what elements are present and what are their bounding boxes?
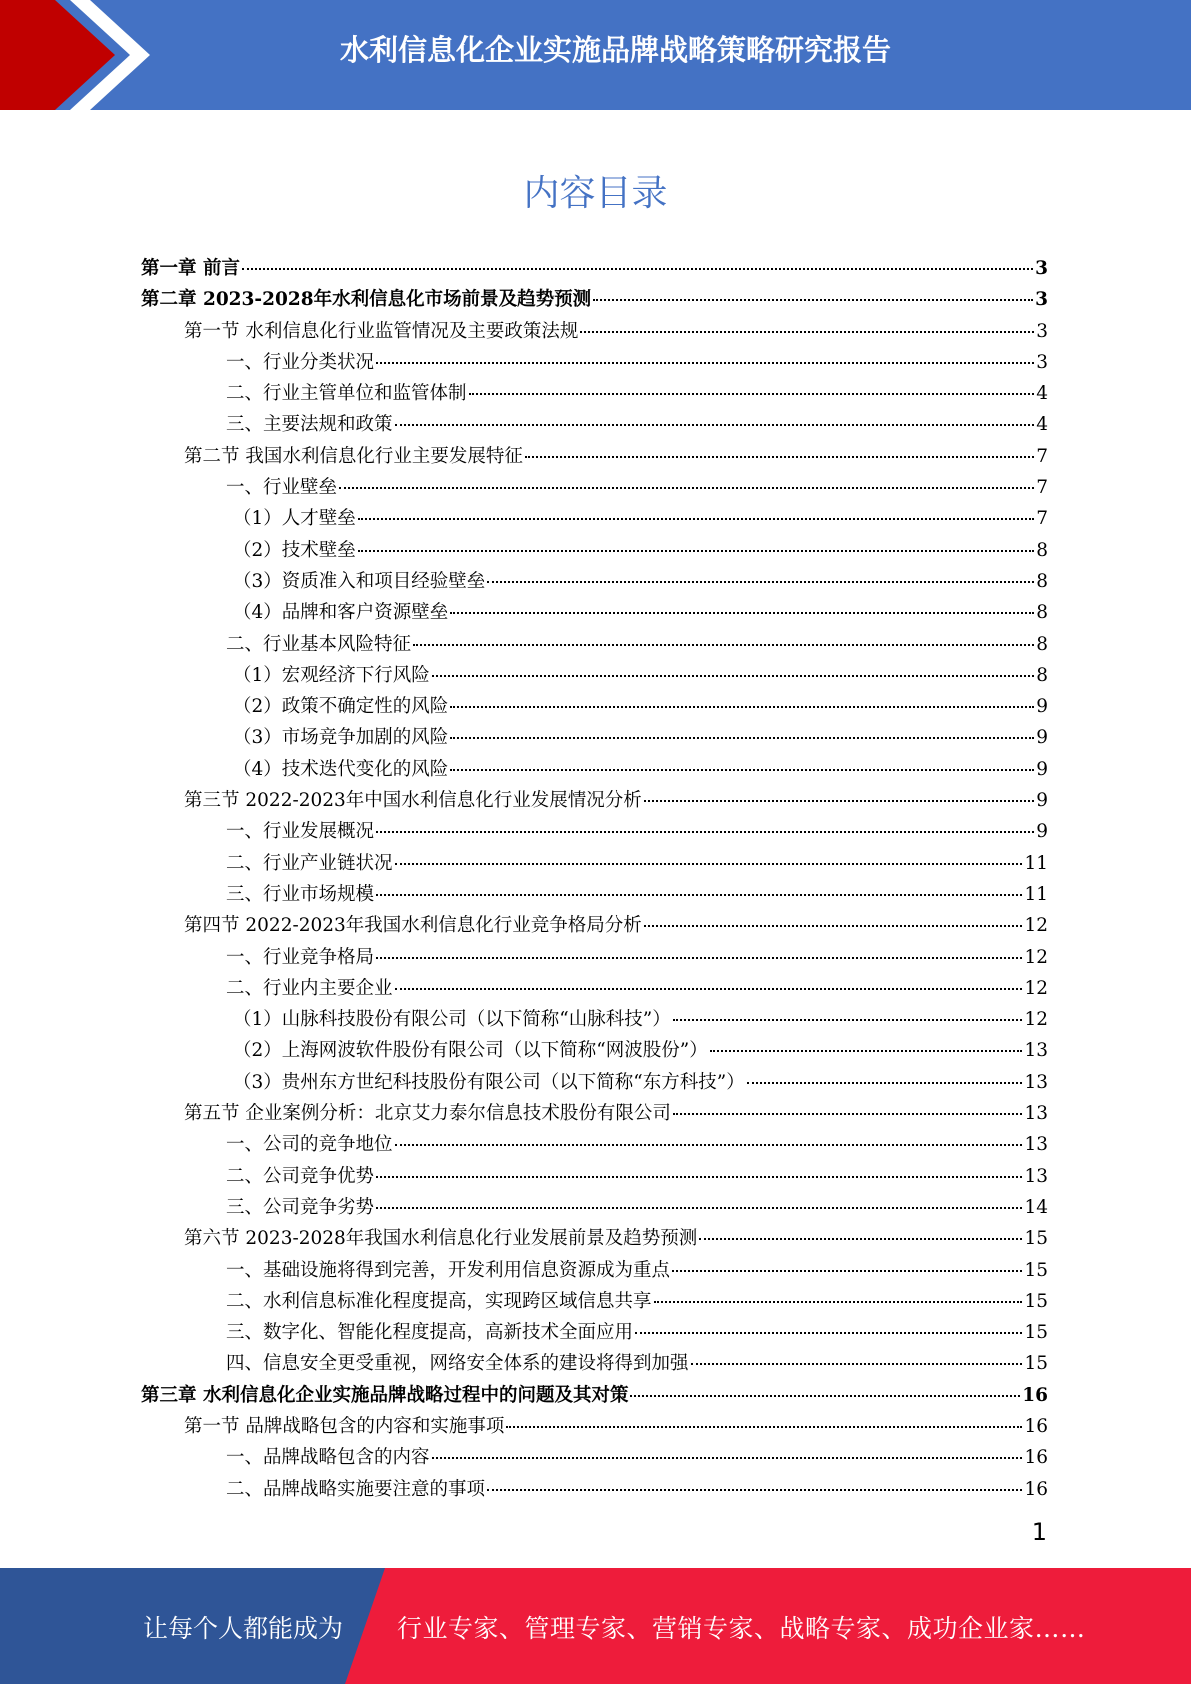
toc-entry[interactable] bbox=[141, 849, 1048, 880]
toc-entry-title: （4）技术迭代变化的风险 bbox=[233, 758, 449, 780]
toc-entry[interactable] bbox=[141, 254, 1048, 285]
toc-entry[interactable] bbox=[141, 974, 1048, 1005]
toc-dot-leader bbox=[593, 299, 1033, 301]
toc-entry[interactable] bbox=[141, 943, 1048, 974]
toc-entry-page: 8 bbox=[1036, 539, 1048, 561]
toc-entry-page: 4 bbox=[1036, 383, 1048, 405]
toc-dot-leader bbox=[487, 1489, 1022, 1491]
toc-entry[interactable] bbox=[141, 1443, 1048, 1474]
toc-entry-title: 二、行业主管单位和监管体制 bbox=[226, 383, 467, 405]
toc-entry[interactable] bbox=[141, 692, 1048, 723]
toc-entry-page: 4 bbox=[1036, 414, 1048, 436]
toc-entry-title: 第一章 前言 bbox=[141, 258, 240, 279]
toc-dot-leader bbox=[580, 331, 1034, 333]
toc-entry-title: （1）人才壁垒 bbox=[233, 508, 356, 530]
toc-entry-page: 8 bbox=[1036, 664, 1048, 686]
toc-entry[interactable] bbox=[141, 473, 1048, 504]
toc-entry-title: 一、基础设施将得到完善，开发利用信息资源成为重点 bbox=[226, 1259, 671, 1281]
toc-entry-page: 16 bbox=[1024, 1478, 1048, 1500]
toc-entry-page: 3 bbox=[1036, 351, 1048, 373]
toc-entry-title: 一、公司的竞争地位 bbox=[226, 1134, 393, 1156]
toc-dot-leader bbox=[432, 675, 1034, 677]
toc-dot-leader bbox=[506, 1426, 1022, 1428]
toc-entry-page: 8 bbox=[1036, 602, 1048, 624]
toc-entry-page: 13 bbox=[1024, 1040, 1048, 1062]
toc-entry[interactable] bbox=[141, 1193, 1048, 1224]
footer-band bbox=[0, 1568, 1191, 1684]
toc-entry-title: 第三节 2022-2023年中国水利信息化行业发展情况分析 bbox=[184, 790, 642, 812]
toc-entry-page: 9 bbox=[1036, 790, 1048, 812]
toc-entry-page: 12 bbox=[1024, 1009, 1048, 1031]
toc-entry-title: （3）资质准入和项目经验壁垒 bbox=[233, 570, 486, 592]
page-number: 1 bbox=[1031, 1518, 1047, 1546]
toc-dot-leader bbox=[395, 988, 1023, 990]
toc-entry-title: 三、公司竞争劣势 bbox=[226, 1196, 375, 1218]
toc-dot-leader bbox=[432, 1457, 1023, 1459]
toc-entry[interactable] bbox=[141, 598, 1048, 629]
footer-slogan-right: 行业专家、管理专家、营销专家、战略专家、成功企业家…… bbox=[397, 1614, 1086, 1643]
toc-dot-leader bbox=[487, 581, 1034, 583]
footer-slogan-left: 让每个人都能成为 bbox=[143, 1614, 344, 1643]
toc-entry-title: 第五节 企业案例分析：北京艾力泰尔信息技术股份有限公司 bbox=[184, 1103, 671, 1125]
toc-entry-page: 3 bbox=[1036, 320, 1048, 342]
toc-entry-page: 3 bbox=[1035, 258, 1048, 279]
toc-dot-leader bbox=[644, 800, 1034, 802]
toc-entry[interactable] bbox=[141, 442, 1048, 473]
toc-entry-title: 二、水利信息标准化程度提高，实现跨区域信息共享 bbox=[226, 1290, 652, 1312]
toc-entry[interactable] bbox=[141, 880, 1048, 911]
toc-entry[interactable] bbox=[141, 723, 1048, 754]
toc-entry[interactable] bbox=[141, 567, 1048, 598]
toc-entry-page: 7 bbox=[1036, 508, 1048, 530]
toc-heading: 内容目录 bbox=[523, 173, 668, 214]
toc-entry-page: 9 bbox=[1036, 758, 1048, 780]
toc-entry-title: 三、主要法规和政策 bbox=[226, 414, 393, 436]
toc-entry-page: 13 bbox=[1024, 1134, 1048, 1156]
toc-dot-leader bbox=[672, 1270, 1022, 1272]
toc-entry-page: 15 bbox=[1024, 1322, 1048, 1344]
report-title: 水利信息化企业实施品牌战略策略研究报告 bbox=[339, 33, 891, 67]
toc-entry-page: 13 bbox=[1024, 1103, 1048, 1125]
toc-entry-title: 一、行业壁垒 bbox=[226, 477, 338, 499]
toc-entry[interactable] bbox=[141, 285, 1048, 316]
toc-dot-leader bbox=[395, 424, 1035, 426]
toc-dot-leader bbox=[630, 1395, 1020, 1397]
toc-entry-title: 二、行业内主要企业 bbox=[226, 977, 393, 999]
toc-entry-title: 三、数字化、智能化程度提高，高新技术全面应用 bbox=[226, 1322, 634, 1344]
toc-entry-title: 二、行业基本风险特征 bbox=[226, 633, 412, 655]
toc-dot-leader bbox=[339, 487, 1034, 489]
toc-entry[interactable] bbox=[141, 1349, 1048, 1380]
toc-entry-title: （2）上海网波软件股份有限公司（以下简称“网波股份”） bbox=[233, 1040, 708, 1062]
toc-entry-title: 三、行业市场规模 bbox=[226, 883, 375, 905]
toc-entry-title: 一、行业分类状况 bbox=[226, 351, 375, 373]
toc-entry[interactable] bbox=[141, 410, 1048, 441]
table-of-contents bbox=[141, 254, 1048, 1506]
header-band bbox=[0, 0, 1191, 110]
toc-dot-leader bbox=[376, 1207, 1022, 1209]
toc-entry[interactable] bbox=[141, 536, 1048, 567]
toc-dot-leader bbox=[376, 831, 1034, 833]
toc-entry-page: 12 bbox=[1024, 915, 1048, 937]
toc-entry-page: 15 bbox=[1024, 1259, 1048, 1281]
toc-dot-leader bbox=[747, 1082, 1023, 1084]
toc-entry-title: 一、行业竞争格局 bbox=[226, 946, 375, 968]
toc-entry-title: （2）政策不确定性的风险 bbox=[233, 696, 449, 718]
toc-entry-page: 7 bbox=[1036, 477, 1048, 499]
toc-entry-title: 二、公司竞争优势 bbox=[226, 1165, 375, 1187]
toc-entry[interactable] bbox=[141, 1130, 1048, 1161]
toc-dot-leader bbox=[699, 1238, 1022, 1240]
toc-entry-page: 14 bbox=[1024, 1196, 1048, 1218]
toc-entry-page: 15 bbox=[1024, 1228, 1048, 1250]
toc-dot-leader bbox=[376, 1176, 1022, 1178]
toc-entry[interactable] bbox=[141, 379, 1048, 410]
toc-dot-leader bbox=[635, 1332, 1022, 1334]
toc-dot-leader bbox=[710, 1050, 1023, 1052]
toc-dot-leader bbox=[358, 550, 1034, 552]
toc-entry-title: （1）山脉科技股份有限公司（以下简称“山脉科技”） bbox=[233, 1009, 671, 1031]
toc-entry-page: 13 bbox=[1024, 1071, 1048, 1093]
toc-dot-leader bbox=[450, 612, 1034, 614]
toc-dot-leader bbox=[450, 706, 1034, 708]
toc-entry[interactable] bbox=[141, 317, 1048, 348]
toc-dot-leader bbox=[450, 769, 1034, 771]
toc-entry[interactable] bbox=[141, 504, 1048, 535]
toc-dot-leader bbox=[450, 737, 1034, 739]
toc-entry-title: 第二章 2023-2028年水利信息化市场前景及趋势预测 bbox=[141, 289, 592, 311]
toc-entry-page: 16 bbox=[1022, 1384, 1048, 1406]
toc-entry-page: 9 bbox=[1036, 821, 1048, 843]
toc-dot-leader bbox=[395, 863, 1023, 865]
toc-dot-leader bbox=[673, 1019, 1023, 1021]
toc-dot-leader bbox=[469, 393, 1035, 395]
toc-entry-title: （1）宏观经济下行风险 bbox=[233, 664, 430, 686]
toc-entry-title: 第三章 水利信息化企业实施品牌战略过程中的问题及其对策 bbox=[141, 1384, 629, 1406]
toc-entry-title: 第四节 2022-2023年我国水利信息化行业竞争格局分析 bbox=[184, 915, 642, 937]
toc-entry[interactable] bbox=[141, 1005, 1048, 1036]
toc-entry-page: 3 bbox=[1035, 289, 1048, 311]
toc-dot-leader bbox=[358, 518, 1034, 520]
toc-entry-page: 16 bbox=[1024, 1447, 1048, 1469]
toc-entry-page: 16 bbox=[1024, 1415, 1048, 1437]
toc-entry-title: 第一节 品牌战略包含的内容和实施事项 bbox=[184, 1415, 505, 1437]
toc-entry-title: （3）市场竞争加剧的风险 bbox=[233, 727, 449, 749]
toc-entry-page: 11 bbox=[1024, 883, 1048, 905]
toc-entry[interactable] bbox=[141, 1224, 1048, 1255]
toc-entry-title: 二、品牌战略实施要注意的事项 bbox=[226, 1478, 486, 1500]
toc-dot-leader bbox=[691, 1363, 1023, 1365]
toc-entry-page: 15 bbox=[1024, 1290, 1048, 1312]
toc-dot-leader bbox=[376, 362, 1034, 364]
toc-entry-page: 8 bbox=[1036, 570, 1048, 592]
toc-dot-leader bbox=[525, 456, 1034, 458]
toc-dot-leader bbox=[376, 957, 1022, 959]
toc-entry-title: （3）贵州东方世纪科技股份有限公司（以下简称“东方科技”） bbox=[233, 1071, 745, 1093]
toc-entry-title: 第一节 水利信息化行业监管情况及主要政策法规 bbox=[184, 320, 579, 342]
toc-entry-page: 9 bbox=[1036, 727, 1048, 749]
toc-entry[interactable] bbox=[141, 1256, 1048, 1287]
toc-dot-leader bbox=[413, 644, 1034, 646]
toc-entry-title: 一、行业发展概况 bbox=[226, 821, 375, 843]
toc-entry[interactable] bbox=[141, 1099, 1048, 1130]
toc-dot-leader bbox=[673, 1113, 1023, 1115]
toc-entry[interactable] bbox=[141, 1381, 1048, 1412]
toc-entry[interactable] bbox=[141, 630, 1048, 661]
toc-entry-page: 7 bbox=[1036, 445, 1048, 467]
toc-entry[interactable] bbox=[141, 755, 1048, 786]
toc-entry-title: 一、品牌战略包含的内容 bbox=[226, 1447, 430, 1469]
toc-dot-leader bbox=[242, 268, 1033, 270]
toc-entry[interactable] bbox=[141, 1287, 1048, 1318]
toc-entry-title: 二、行业产业链状况 bbox=[226, 852, 393, 874]
toc-entry-page: 13 bbox=[1024, 1165, 1048, 1187]
toc-entry-page: 9 bbox=[1036, 696, 1048, 718]
toc-entry-page: 11 bbox=[1024, 852, 1048, 874]
toc-entry-title: 四、信息安全更受重视，网络安全体系的建设将得到加强 bbox=[226, 1353, 689, 1375]
toc-dot-leader bbox=[376, 894, 1022, 896]
toc-entry-title: 第二节 我国水利信息化行业主要发展特征 bbox=[184, 445, 523, 467]
toc-entry[interactable] bbox=[141, 1318, 1048, 1349]
toc-entry[interactable] bbox=[141, 1475, 1048, 1506]
toc-entry[interactable] bbox=[141, 1412, 1048, 1443]
toc-dot-leader bbox=[644, 925, 1023, 927]
toc-entry-page: 8 bbox=[1036, 633, 1048, 655]
toc-entry-title: 第六节 2023-2028年我国水利信息化行业发展前景及趋势预测 bbox=[184, 1228, 698, 1250]
toc-entry-page: 12 bbox=[1024, 946, 1048, 968]
toc-entry[interactable] bbox=[141, 1162, 1048, 1193]
toc-entry[interactable] bbox=[141, 786, 1048, 817]
toc-entry[interactable] bbox=[141, 1068, 1048, 1099]
toc-entry[interactable] bbox=[141, 1036, 1048, 1067]
toc-entry-title: （4）品牌和客户资源壁垒 bbox=[233, 602, 449, 624]
toc-entry-page: 12 bbox=[1024, 977, 1048, 999]
toc-dot-leader bbox=[654, 1301, 1023, 1303]
toc-entry-title: （2）技术壁垒 bbox=[233, 539, 356, 561]
toc-entry[interactable] bbox=[141, 817, 1048, 848]
toc-dot-leader bbox=[395, 1144, 1023, 1146]
toc-entry[interactable] bbox=[141, 661, 1048, 692]
toc-entry-page: 15 bbox=[1024, 1353, 1048, 1375]
toc-entry[interactable] bbox=[141, 911, 1048, 942]
toc-entry[interactable] bbox=[141, 348, 1048, 379]
